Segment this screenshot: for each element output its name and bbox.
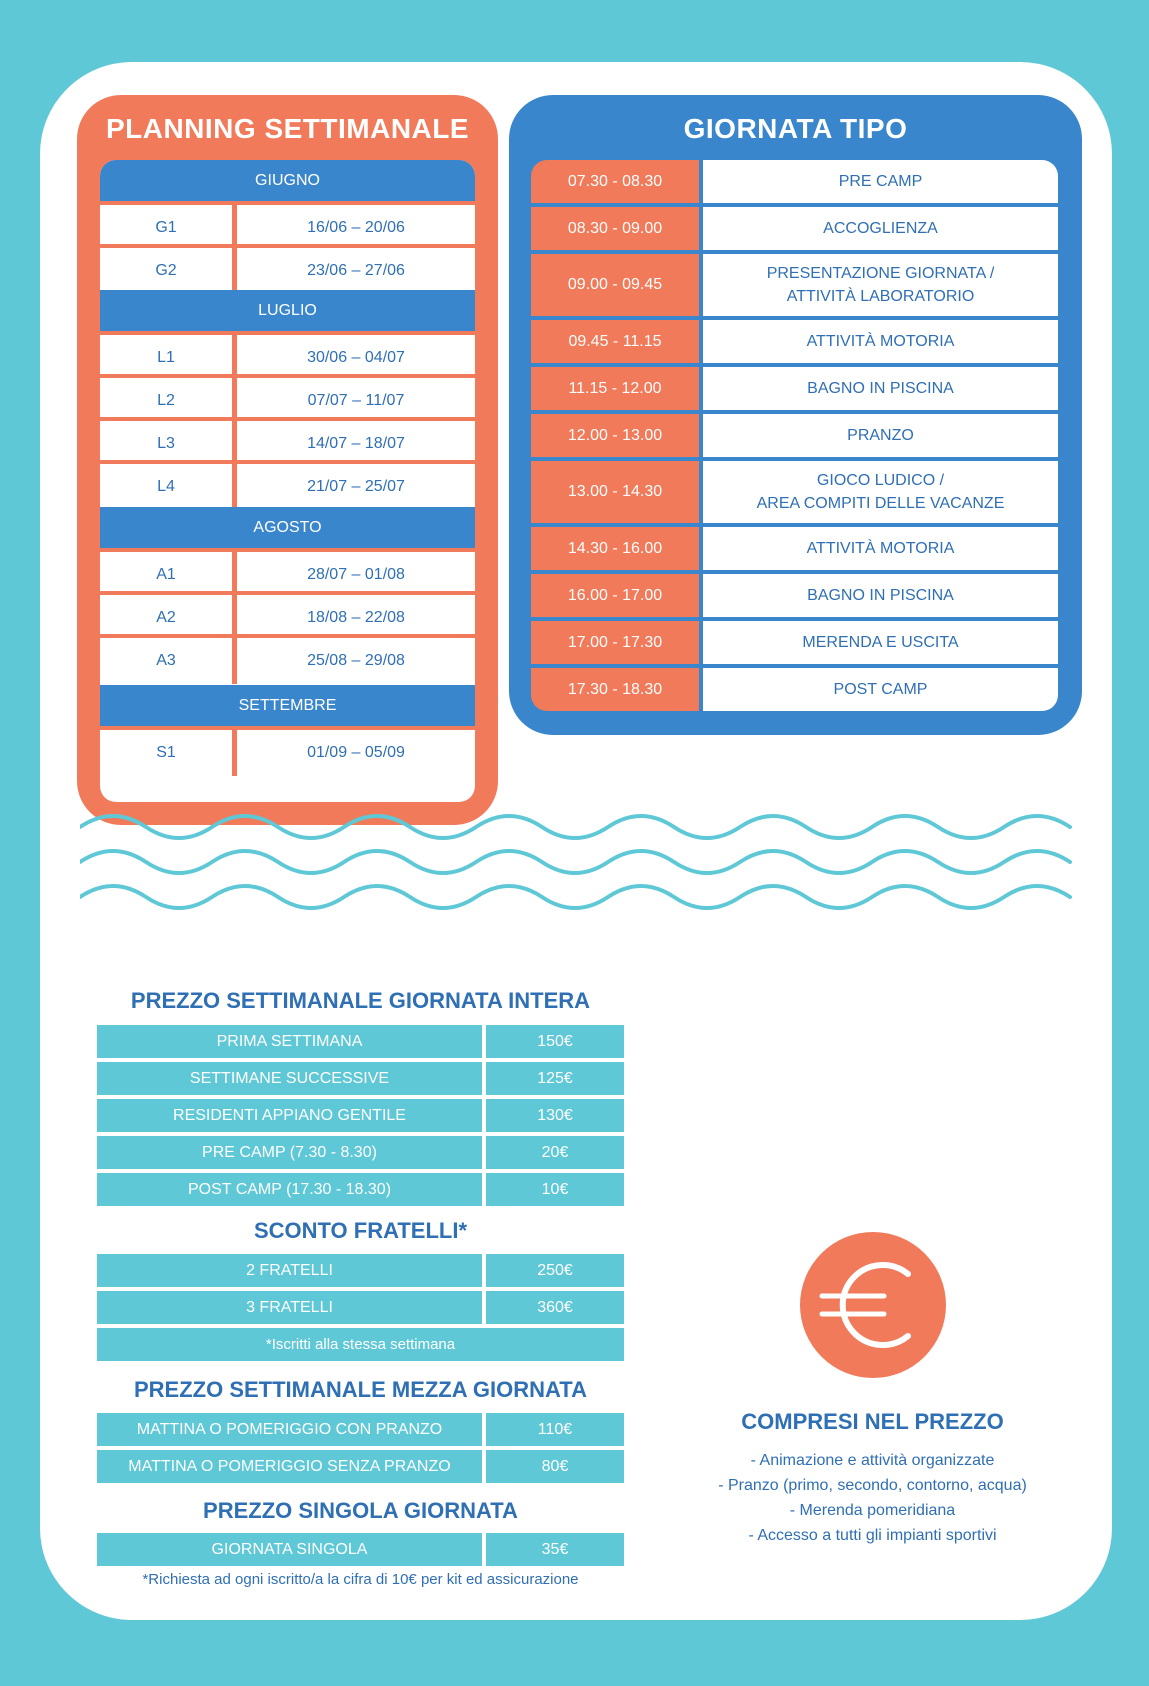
week-code: L4	[157, 478, 175, 495]
time-slot: 13.00 - 14.30	[531, 461, 699, 523]
schedule-row	[531, 461, 1058, 523]
week-dates: 14/07 – 18/07	[307, 435, 405, 452]
week-dates: 23/06 – 27/06	[307, 262, 405, 279]
included-item: - Merenda pomeridiana	[789, 1502, 956, 1519]
price-value: 360€	[486, 1291, 624, 1324]
price-label: PRE CAMP (7.30 - 8.30)	[97, 1136, 482, 1169]
month-header: SETTEMBRE	[100, 685, 475, 726]
activity: PRESENTAZIONE GIORNATA / ATTIVITÀ LABORATORIO	[703, 254, 1058, 316]
activity: GIOCO LUDICO / AREA COMPITI DELLE VACANZE	[703, 461, 1058, 523]
footnote: *Richiesta ad ogni iscritto/a la cifra di 10€ per kit ed assicurazione	[142, 1571, 579, 1588]
week-code: A1	[156, 566, 176, 583]
included-item: - Accesso a tutti gli impianti sportivi	[748, 1527, 997, 1544]
week-code: G1	[155, 219, 177, 236]
schedule-row	[531, 367, 1058, 410]
time-slot: 08.30 - 09.00	[531, 207, 699, 250]
week-dates: 18/08 – 22/08	[307, 609, 405, 626]
price-label: POST CAMP (17.30 - 18.30)	[97, 1173, 482, 1206]
price-label: MATTINA O POMERIGGIO SENZA PRANZO	[97, 1450, 482, 1483]
included-title: COMPRESI NEL PREZZO	[741, 1409, 1004, 1434]
schedule-row	[531, 160, 1058, 203]
wave-decoration	[80, 805, 1080, 915]
week-code: A3	[156, 652, 176, 669]
activity: ATTIVITÀ MOTORIA	[703, 320, 1058, 363]
week-dates: 28/07 – 01/08	[307, 566, 405, 583]
price-label: 3 FRATELLI	[97, 1291, 482, 1324]
activity: ATTIVITÀ MOTORIA	[703, 527, 1058, 570]
schedule-row	[531, 414, 1058, 457]
price-row	[97, 1099, 624, 1132]
price-row	[97, 1062, 624, 1095]
price-note: *Iscritti alla stessa settimana	[97, 1328, 624, 1361]
section-title: PREZZO SETTIMANALE GIORNATA INTERA	[130, 988, 591, 1013]
price-value: 125€	[486, 1062, 624, 1095]
schedule-row	[531, 668, 1058, 711]
schedule-row	[531, 254, 1058, 316]
price-row	[97, 1413, 624, 1446]
included-item: - Animazione e attività organizzate	[750, 1452, 995, 1469]
week-row	[100, 248, 475, 294]
section-title: PREZZO SINGOLA GIORNATA	[203, 1498, 518, 1523]
planning-table	[100, 160, 475, 802]
schedule-row	[531, 574, 1058, 617]
week-dates: 21/07 – 25/07	[307, 478, 405, 495]
price-value: 10€	[486, 1173, 624, 1206]
section-title: PREZZO SETTIMANALE MEZZA GIORNATA	[133, 1377, 587, 1402]
price-row	[97, 1533, 624, 1566]
price-value: 130€	[486, 1099, 624, 1132]
price-label: 2 FRATELLI	[97, 1254, 482, 1287]
price-label: SETTIMANE SUCCESSIVE	[97, 1062, 482, 1095]
included-item: - Pranzo (primo, secondo, contorno, acqua)	[718, 1477, 1027, 1494]
activity: ACCOGLIENZA	[703, 207, 1058, 250]
price-label: RESIDENTI APPIANO GENTILE	[97, 1099, 482, 1132]
week-dates: 16/06 – 20/06	[307, 219, 405, 236]
time-slot: 11.15 - 12.00	[531, 367, 699, 410]
activity: BAGNO IN PISCINA	[703, 574, 1058, 617]
schedule-row	[531, 207, 1058, 250]
price-value: 20€	[486, 1136, 624, 1169]
planning-panel	[77, 95, 498, 825]
price-note-row	[97, 1328, 624, 1361]
giornata-panel	[509, 95, 1082, 735]
giornata-title: GIORNATA TIPO	[683, 113, 908, 144]
time-slot: 09.45 - 11.15	[531, 320, 699, 363]
price-value: 80€	[486, 1450, 624, 1483]
price-label: PRIMA SETTIMANA	[97, 1025, 482, 1058]
price-value: 250€	[486, 1254, 624, 1287]
week-row	[100, 464, 475, 510]
price-value: 150€	[486, 1025, 624, 1058]
price-row	[97, 1025, 624, 1058]
week-code: L3	[157, 435, 175, 452]
month-header: LUGLIO	[100, 290, 475, 331]
wave-line	[80, 851, 1070, 873]
week-dates: 01/09 – 05/09	[307, 744, 405, 761]
time-slot: 16.00 - 17.00	[531, 574, 699, 617]
week-code: G2	[155, 262, 177, 279]
price-value: 35€	[486, 1533, 624, 1566]
section-title: SCONTO FRATELLI*	[253, 1218, 468, 1243]
time-slot: 17.00 - 17.30	[531, 621, 699, 664]
week-code: L2	[157, 392, 175, 409]
week-dates: 07/07 – 11/07	[307, 392, 405, 409]
schedule-table	[531, 160, 1058, 711]
week-dates: 25/08 – 29/08	[307, 652, 405, 669]
time-slot: 09.00 - 09.45	[531, 254, 699, 316]
schedule-row	[531, 320, 1058, 363]
week-code: A2	[156, 609, 176, 626]
time-slot: 17.30 - 18.30	[531, 668, 699, 711]
planning-title: PLANNING SETTIMANALE	[105, 113, 470, 144]
month-header: GIUGNO	[100, 160, 475, 201]
time-slot: 12.00 - 13.00	[531, 414, 699, 457]
price-label: GIORNATA SINGOLA	[97, 1533, 482, 1566]
time-slot: 14.30 - 16.00	[531, 527, 699, 570]
euro-icon	[800, 1232, 946, 1378]
schedule-row	[531, 621, 1058, 664]
price-row	[97, 1291, 624, 1324]
included-list	[660, 1448, 1085, 1548]
week-dates: 30/06 – 04/07	[307, 349, 405, 366]
price-row	[97, 1450, 624, 1483]
price-value: 110€	[486, 1413, 624, 1446]
week-code: S1	[156, 744, 176, 761]
activity: PRANZO	[703, 414, 1058, 457]
month-header: AGOSTO	[100, 507, 475, 548]
activity: BAGNO IN PISCINA	[703, 367, 1058, 410]
price-row	[97, 1136, 624, 1169]
price-label: MATTINA O POMERIGGIO CON PRANZO	[97, 1413, 482, 1446]
week-row	[100, 730, 475, 776]
activity: MERENDA E USCITA	[703, 621, 1058, 664]
price-row	[97, 1173, 624, 1206]
week-code: L1	[157, 349, 175, 366]
week-row	[100, 638, 475, 684]
price-row	[97, 1254, 624, 1287]
activity: POST CAMP	[703, 668, 1058, 711]
wave-line	[80, 886, 1070, 908]
wave-line	[80, 816, 1070, 838]
time-slot: 07.30 - 08.30	[531, 160, 699, 203]
activity: PRE CAMP	[703, 160, 1058, 203]
schedule-row	[531, 527, 1058, 570]
